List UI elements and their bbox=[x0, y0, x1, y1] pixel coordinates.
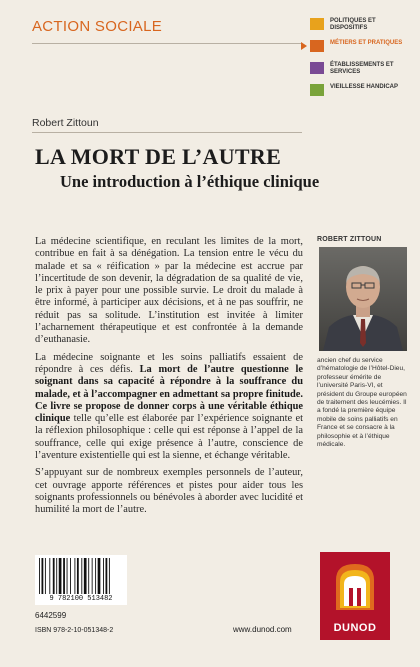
category-swatch bbox=[310, 18, 324, 30]
category-label: MÉTIERS ET PRATIQUES bbox=[330, 40, 403, 46]
barcode-bar bbox=[49, 558, 50, 594]
category-label: POLITIQUES ET DISPOSITIFS bbox=[330, 18, 376, 31]
blurb-text: telle qu’elle est élaborée par l’expérience soignante et la réflexion philosophique : celle qui est réponse à l’appel de la souffrance, celle qui exige présence à l’autre, conscience de l’aventure existentielle qui est la sienne, et échange véritable. bbox=[35, 413, 303, 462]
barcode-bar bbox=[77, 558, 79, 594]
barcode-bar bbox=[95, 558, 96, 594]
category-etablissements bbox=[310, 62, 410, 82]
blurb-paragraph bbox=[35, 352, 303, 463]
publisher-name: DUNOD bbox=[333, 622, 377, 634]
barcode-bars bbox=[39, 558, 123, 594]
barcode-bar bbox=[74, 558, 75, 594]
category-politiques bbox=[310, 18, 410, 38]
book-title: LA MORT DE L’AUTRE bbox=[35, 144, 282, 169]
product-code: 6442599 bbox=[35, 611, 67, 620]
barcode-bar bbox=[98, 558, 101, 594]
blurb-emphasis: La mort de l’autre questionne le soignant dans sa capacité à répondre à la souffrance du malade, et à l’accompagner en admettant sa propre finitude. Ce livre se propose de donner corps à une véritable éthique clinique bbox=[35, 363, 303, 425]
barcode-bar bbox=[88, 558, 89, 594]
category-swatch bbox=[310, 40, 324, 52]
author-bio: ancien chef du service d’hématologie de l’Hôtel-Dieu, professeur émérite de l’université Paris-VI, et président du Groupe européen de traitement des leucémies. Il a fondé la première équipe mobile de soins palliatifs en France et se consacre à la philosophie et à l’éthique médicale. bbox=[317, 357, 407, 449]
barcode-bar bbox=[59, 558, 62, 594]
barcode-bar bbox=[63, 558, 65, 594]
series-title: ACTION SOCIALE bbox=[32, 18, 163, 35]
barcode-bar bbox=[103, 558, 104, 594]
blurb-paragraph: La médecine scientifique, en reculant les limites de la mort, contribue en fait à sa dénégation. La tension entre le vécu du malade et sa « réification » par la médecine est accrue par l’incertitude de son devenir, la dégradation de sa qualité de vie, le prix à payer pour une possible survie. Le droit du malade à être informé, à participer aux décisions, et à ne pas souffrir, ne réduit pas sa solitude. L’institution est invitée à limiter l’acharnement thérapeutique et est confrontée à la demande d’euthanasie. bbox=[35, 236, 303, 346]
category-label: VIEILLESSE HANDICAP bbox=[330, 84, 399, 90]
author-portrait bbox=[319, 247, 407, 351]
category-legend bbox=[310, 18, 410, 106]
barcode-bar bbox=[45, 558, 46, 594]
category-swatch bbox=[310, 62, 324, 74]
arrow-right-icon bbox=[301, 42, 307, 50]
barcode-bar bbox=[53, 558, 55, 594]
publisher-website: www.dunod.com bbox=[233, 625, 292, 634]
category-metiers bbox=[310, 40, 410, 60]
barcode bbox=[35, 555, 127, 605]
category-vieillesse bbox=[310, 84, 410, 104]
book-subtitle: Une introduction à l’éthique clinique bbox=[60, 172, 320, 191]
blurb-paragraph: S’appuyant sur de nombreux exemples personnels de l’auteur, cet ouvrage apporte références et pistes pour aider tous les soignants professionnels ou bénévoles à aborder avec lucidité et humilité la mort de l’autre. bbox=[35, 467, 303, 516]
dunod-emblem-icon bbox=[332, 560, 378, 616]
sidebar-author-name: ROBERT ZITTOUN bbox=[317, 236, 382, 243]
barcode-bar bbox=[92, 558, 93, 594]
barcode-bar bbox=[109, 558, 110, 594]
barcode-bar bbox=[84, 558, 87, 594]
publisher-logo bbox=[320, 552, 390, 640]
category-label: ÉTABLISSEMENTS ET SERVICES bbox=[330, 62, 394, 75]
barcode-bar bbox=[70, 558, 71, 594]
barcode-bar bbox=[42, 558, 44, 594]
barcode-bar bbox=[106, 558, 108, 594]
barcode-number: 9 782100 513482 bbox=[49, 595, 113, 603]
barcode-bar bbox=[39, 558, 40, 594]
author-sidebar bbox=[317, 236, 409, 449]
isbn: ISBN 978-2-10-051348-2 bbox=[35, 627, 114, 634]
barcode-bar bbox=[81, 558, 82, 594]
barcode-bar bbox=[56, 558, 57, 594]
blurb bbox=[35, 236, 303, 522]
barcode-bar bbox=[67, 558, 68, 594]
category-swatch bbox=[310, 84, 324, 96]
divider bbox=[32, 43, 302, 44]
author-name: Robert Zittoun bbox=[32, 117, 99, 129]
divider bbox=[32, 132, 302, 133]
blurb-text: La médecine soignante et les soins palliatifs essaient de répondre à ces défis. bbox=[35, 351, 303, 375]
